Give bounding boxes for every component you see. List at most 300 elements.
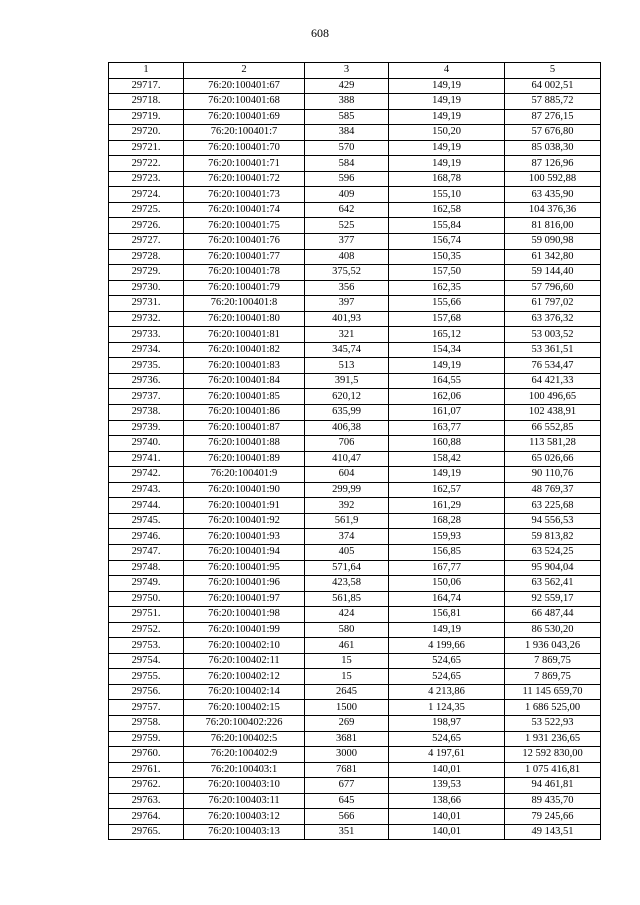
area-cell: 580: [305, 622, 389, 638]
rate-cell: 150,35: [389, 249, 505, 265]
area-cell: 461: [305, 638, 389, 654]
rate-cell: 160,88: [389, 436, 505, 452]
area-cell: 1500: [305, 700, 389, 716]
area-cell: 642: [305, 202, 389, 218]
rate-cell: 140,01: [389, 762, 505, 778]
table-row: [109, 296, 601, 312]
rate-cell: 138,66: [389, 793, 505, 809]
rate-cell: 149,19: [389, 78, 505, 94]
area-cell: 377: [305, 234, 389, 250]
table-row: [109, 731, 601, 747]
column-header-2: 2: [184, 63, 305, 79]
row-number-cell: 29726.: [109, 218, 184, 234]
row-number-cell: 29764.: [109, 809, 184, 825]
value-cell: 53 522,93: [505, 715, 601, 731]
cadastral-number-cell: 76:20:100401:69: [184, 109, 305, 125]
value-cell: 87 276,15: [505, 109, 601, 125]
table-row: [109, 327, 601, 343]
cadastral-number-cell: 76:20:100401:94: [184, 544, 305, 560]
table-row: [109, 824, 601, 840]
rate-cell: 162,57: [389, 482, 505, 498]
area-cell: 374: [305, 529, 389, 545]
table-row: [109, 249, 601, 265]
column-header-3: 3: [305, 63, 389, 79]
area-cell: 408: [305, 249, 389, 265]
row-number-cell: 29765.: [109, 824, 184, 840]
area-cell: 269: [305, 715, 389, 731]
value-cell: 86 530,20: [505, 622, 601, 638]
area-cell: 410,47: [305, 451, 389, 467]
rate-cell: 156,74: [389, 234, 505, 250]
area-cell: 571,64: [305, 560, 389, 576]
table-row: [109, 638, 601, 654]
row-number-cell: 29730.: [109, 280, 184, 296]
row-number-cell: 29761.: [109, 762, 184, 778]
area-cell: 566: [305, 809, 389, 825]
row-number-cell: 29727.: [109, 234, 184, 250]
table-row: [109, 78, 601, 94]
cadastral-number-cell: 76:20:100401:87: [184, 420, 305, 436]
rate-cell: 4 197,61: [389, 747, 505, 763]
row-number-cell: 29749.: [109, 576, 184, 592]
rate-cell: 168,78: [389, 171, 505, 187]
cadastral-number-cell: 76:20:100401:97: [184, 591, 305, 607]
rate-cell: 155,66: [389, 296, 505, 312]
rate-cell: 158,42: [389, 451, 505, 467]
value-cell: 66 552,85: [505, 420, 601, 436]
table-row: [109, 125, 601, 141]
table-row: [109, 529, 601, 545]
rate-cell: 149,19: [389, 109, 505, 125]
cadastral-number-cell: 76:20:100401:75: [184, 218, 305, 234]
rate-cell: 156,81: [389, 607, 505, 623]
row-number-cell: 29750.: [109, 591, 184, 607]
cadastral-number-cell: 76:20:100403:12: [184, 809, 305, 825]
value-cell: 59 090,98: [505, 234, 601, 250]
table-row: [109, 607, 601, 623]
row-number-cell: 29741.: [109, 451, 184, 467]
value-cell: 53 361,51: [505, 342, 601, 358]
row-number-cell: 29737.: [109, 389, 184, 405]
column-header-4: 4: [389, 63, 505, 79]
area-cell: 3681: [305, 731, 389, 747]
header-row: [109, 63, 601, 79]
cadastral-number-cell: 76:20:100401:88: [184, 436, 305, 452]
cadastral-number-cell: 76:20:100403:13: [184, 824, 305, 840]
rate-cell: 157,68: [389, 311, 505, 327]
area-cell: 596: [305, 171, 389, 187]
value-cell: 1 931 236,65: [505, 731, 601, 747]
cadastral-number-cell: 76:20:100403:1: [184, 762, 305, 778]
area-cell: 424: [305, 607, 389, 623]
table-row: [109, 482, 601, 498]
value-cell: 49 143,51: [505, 824, 601, 840]
area-cell: 392: [305, 498, 389, 514]
rate-cell: 157,50: [389, 265, 505, 281]
area-cell: 561,9: [305, 513, 389, 529]
row-number-cell: 29757.: [109, 700, 184, 716]
cadastral-number-cell: 76:20:100402:15: [184, 700, 305, 716]
area-cell: 585: [305, 109, 389, 125]
row-number-cell: 29740.: [109, 436, 184, 452]
row-number-cell: 29747.: [109, 544, 184, 560]
rate-cell: 149,19: [389, 94, 505, 110]
row-number-cell: 29723.: [109, 171, 184, 187]
table-header: [109, 63, 601, 79]
row-number-cell: 29734.: [109, 342, 184, 358]
cadastral-number-cell: 76:20:100401:81: [184, 327, 305, 343]
rate-cell: 149,19: [389, 467, 505, 483]
table-row: [109, 311, 601, 327]
rate-cell: 161,29: [389, 498, 505, 514]
cadastral-number-cell: 76:20:100402:11: [184, 653, 305, 669]
value-cell: 7 869,75: [505, 653, 601, 669]
value-cell: 63 376,32: [505, 311, 601, 327]
table-row: [109, 389, 601, 405]
rate-cell: 155,84: [389, 218, 505, 234]
value-cell: 76 534,47: [505, 358, 601, 374]
area-cell: 423,58: [305, 576, 389, 592]
row-number-cell: 29756.: [109, 684, 184, 700]
table-body: [109, 78, 601, 840]
cadastral-number-cell: 76:20:100402:10: [184, 638, 305, 654]
cadastral-number-cell: 76:20:100401:82: [184, 342, 305, 358]
cadastral-number-cell: 76:20:100401:99: [184, 622, 305, 638]
area-cell: 321: [305, 327, 389, 343]
value-cell: 64 002,51: [505, 78, 601, 94]
value-cell: 92 559,17: [505, 591, 601, 607]
cadastral-number-cell: 76:20:100402:9: [184, 747, 305, 763]
table-row: [109, 793, 601, 809]
area-cell: 15: [305, 669, 389, 685]
rate-cell: 149,19: [389, 622, 505, 638]
row-number-cell: 29739.: [109, 420, 184, 436]
row-number-cell: 29729.: [109, 265, 184, 281]
table-row: [109, 218, 601, 234]
rate-cell: 149,19: [389, 156, 505, 172]
table-row: [109, 715, 601, 731]
area-cell: 635,99: [305, 405, 389, 421]
value-cell: 66 487,44: [505, 607, 601, 623]
value-cell: 59 813,82: [505, 529, 601, 545]
area-cell: 513: [305, 358, 389, 374]
area-cell: 401,93: [305, 311, 389, 327]
table-row: [109, 420, 601, 436]
cadastral-number-cell: 76:20:100401:78: [184, 265, 305, 281]
row-number-cell: 29760.: [109, 747, 184, 763]
value-cell: 57 885,72: [505, 94, 601, 110]
rate-cell: 150,20: [389, 125, 505, 141]
row-number-cell: 29724.: [109, 187, 184, 203]
area-cell: 570: [305, 140, 389, 156]
row-number-cell: 29752.: [109, 622, 184, 638]
rate-cell: 156,85: [389, 544, 505, 560]
cadastral-number-cell: 76:20:100401:68: [184, 94, 305, 110]
cadastral-number-cell: 76:20:100401:67: [184, 78, 305, 94]
value-cell: 100 592,88: [505, 171, 601, 187]
value-cell: 102 438,91: [505, 405, 601, 421]
rate-cell: 159,93: [389, 529, 505, 545]
value-cell: 64 421,33: [505, 373, 601, 389]
row-number-cell: 29762.: [109, 778, 184, 794]
row-number-cell: 29748.: [109, 560, 184, 576]
value-cell: 1 936 043,26: [505, 638, 601, 654]
cadastral-number-cell: 76:20:100401:79: [184, 280, 305, 296]
row-number-cell: 29753.: [109, 638, 184, 654]
value-cell: 1 686 525,00: [505, 700, 601, 716]
value-cell: 53 003,52: [505, 327, 601, 343]
table-row: [109, 809, 601, 825]
value-cell: 11 145 659,70: [505, 684, 601, 700]
rate-cell: 167,77: [389, 560, 505, 576]
table-row: [109, 544, 601, 560]
area-cell: 356: [305, 280, 389, 296]
cadastral-number-cell: 76:20:100402:14: [184, 684, 305, 700]
value-cell: 7 869,75: [505, 669, 601, 685]
table-row: [109, 560, 601, 576]
table-row: [109, 622, 601, 638]
area-cell: 561,85: [305, 591, 389, 607]
table-row: [109, 778, 601, 794]
row-number-cell: 29738.: [109, 405, 184, 421]
area-cell: 345,74: [305, 342, 389, 358]
rate-cell: 163,77: [389, 420, 505, 436]
cadastral-number-cell: 76:20:100401:92: [184, 513, 305, 529]
value-cell: 61 797,02: [505, 296, 601, 312]
area-cell: 429: [305, 78, 389, 94]
table-row: [109, 591, 601, 607]
row-number-cell: 29736.: [109, 373, 184, 389]
rate-cell: 524,65: [389, 669, 505, 685]
row-number-cell: 29717.: [109, 78, 184, 94]
row-number-cell: 29733.: [109, 327, 184, 343]
column-header-1: 1: [109, 63, 184, 79]
row-number-cell: 29721.: [109, 140, 184, 156]
table-row: [109, 156, 601, 172]
value-cell: 63 225,68: [505, 498, 601, 514]
cadastral-number-cell: 76:20:100401:86: [184, 405, 305, 421]
area-cell: 406,38: [305, 420, 389, 436]
table-row: [109, 747, 601, 763]
area-cell: 351: [305, 824, 389, 840]
rate-cell: 140,01: [389, 809, 505, 825]
cadastral-number-cell: 76:20:100402:226: [184, 715, 305, 731]
row-number-cell: 29722.: [109, 156, 184, 172]
table-row: [109, 700, 601, 716]
cadastral-number-cell: 76:20:100401:84: [184, 373, 305, 389]
table-row: [109, 467, 601, 483]
rate-cell: 139,53: [389, 778, 505, 794]
rate-cell: 524,65: [389, 731, 505, 747]
cadastral-number-cell: 76:20:100401:95: [184, 560, 305, 576]
value-cell: 104 376,36: [505, 202, 601, 218]
row-number-cell: 29754.: [109, 653, 184, 669]
value-cell: 48 769,37: [505, 482, 601, 498]
row-number-cell: 29759.: [109, 731, 184, 747]
value-cell: 81 816,00: [505, 218, 601, 234]
value-cell: 61 342,80: [505, 249, 601, 265]
rate-cell: 164,55: [389, 373, 505, 389]
row-number-cell: 29751.: [109, 607, 184, 623]
rate-cell: 149,19: [389, 358, 505, 374]
rate-cell: 155,10: [389, 187, 505, 203]
row-number-cell: 29758.: [109, 715, 184, 731]
table-row: [109, 109, 601, 125]
rate-cell: 154,34: [389, 342, 505, 358]
value-cell: 63 435,90: [505, 187, 601, 203]
area-cell: 645: [305, 793, 389, 809]
table-row: [109, 576, 601, 592]
area-cell: 375,52: [305, 265, 389, 281]
rate-cell: 1 124,35: [389, 700, 505, 716]
value-cell: 100 496,65: [505, 389, 601, 405]
area-cell: 525: [305, 218, 389, 234]
cadastral-number-cell: 76:20:100402:12: [184, 669, 305, 685]
table-row: [109, 451, 601, 467]
cadastral-number-cell: 76:20:100402:5: [184, 731, 305, 747]
row-number-cell: 29742.: [109, 467, 184, 483]
row-number-cell: 29746.: [109, 529, 184, 545]
page-number: 608: [311, 26, 329, 40]
area-cell: 706: [305, 436, 389, 452]
row-number-cell: 29720.: [109, 125, 184, 141]
cadastral-number-cell: 76:20:100401:77: [184, 249, 305, 265]
cadastral-number-cell: 76:20:100401:76: [184, 234, 305, 250]
cadastral-number-cell: 76:20:100401:71: [184, 156, 305, 172]
area-cell: 3000: [305, 747, 389, 763]
area-cell: 604: [305, 467, 389, 483]
value-cell: 79 245,66: [505, 809, 601, 825]
rate-cell: 140,01: [389, 824, 505, 840]
row-number-cell: 29744.: [109, 498, 184, 514]
cadastral-number-cell: 76:20:100401:89: [184, 451, 305, 467]
table-row: [109, 187, 601, 203]
area-cell: 405: [305, 544, 389, 560]
table-row: [109, 234, 601, 250]
row-number-cell: 29755.: [109, 669, 184, 685]
area-cell: 677: [305, 778, 389, 794]
value-cell: 63 562,41: [505, 576, 601, 592]
cadastral-number-cell: 76:20:100401:83: [184, 358, 305, 374]
value-cell: 90 110,76: [505, 467, 601, 483]
table-row: [109, 265, 601, 281]
area-cell: 299,99: [305, 482, 389, 498]
value-cell: 113 581,28: [505, 436, 601, 452]
cadastral-number-cell: 76:20:100401:74: [184, 202, 305, 218]
table-row: [109, 684, 601, 700]
table-row: [109, 358, 601, 374]
table-row: [109, 140, 601, 156]
value-cell: 87 126,96: [505, 156, 601, 172]
value-cell: 1 075 416,81: [505, 762, 601, 778]
rate-cell: 161,07: [389, 405, 505, 421]
row-number-cell: 29718.: [109, 94, 184, 110]
cadastral-number-cell: 76:20:100401:90: [184, 482, 305, 498]
rate-cell: 164,74: [389, 591, 505, 607]
value-cell: 95 904,04: [505, 560, 601, 576]
area-cell: 7681: [305, 762, 389, 778]
row-number-cell: 29725.: [109, 202, 184, 218]
row-number-cell: 29743.: [109, 482, 184, 498]
cadastral-number-cell: 76:20:100401:73: [184, 187, 305, 203]
cadastral-number-cell: 76:20:100401:72: [184, 171, 305, 187]
rate-cell: 162,06: [389, 389, 505, 405]
row-number-cell: 29731.: [109, 296, 184, 312]
area-cell: 384: [305, 125, 389, 141]
data-table: [108, 62, 601, 840]
cadastral-number-cell: 76:20:100401:7: [184, 125, 305, 141]
value-cell: 59 144,40: [505, 265, 601, 281]
area-cell: 15: [305, 653, 389, 669]
value-cell: 94 461,81: [505, 778, 601, 794]
table-row: [109, 342, 601, 358]
cadastral-number-cell: 76:20:100403:11: [184, 793, 305, 809]
row-number-cell: 29732.: [109, 311, 184, 327]
rate-cell: 4 213,86: [389, 684, 505, 700]
rate-cell: 4 199,66: [389, 638, 505, 654]
cadastral-number-cell: 76:20:100403:10: [184, 778, 305, 794]
value-cell: 63 524,25: [505, 544, 601, 560]
table-row: [109, 405, 601, 421]
table-row: [109, 762, 601, 778]
rate-cell: 162,58: [389, 202, 505, 218]
area-cell: 397: [305, 296, 389, 312]
row-number-cell: 29763.: [109, 793, 184, 809]
rate-cell: 524,65: [389, 653, 505, 669]
table-row: [109, 436, 601, 452]
cadastral-number-cell: 76:20:100401:85: [184, 389, 305, 405]
cadastral-number-cell: 76:20:100401:91: [184, 498, 305, 514]
table-row: [109, 513, 601, 529]
table-row: [109, 202, 601, 218]
rate-cell: 149,19: [389, 140, 505, 156]
value-cell: 85 038,30: [505, 140, 601, 156]
rate-cell: 165,12: [389, 327, 505, 343]
table-row: [109, 669, 601, 685]
row-number-cell: 29728.: [109, 249, 184, 265]
cadastral-number-cell: 76:20:100401:93: [184, 529, 305, 545]
area-cell: 391,5: [305, 373, 389, 389]
cadastral-number-cell: 76:20:100401:70: [184, 140, 305, 156]
column-header-5: 5: [505, 63, 601, 79]
value-cell: 65 026,66: [505, 451, 601, 467]
value-cell: 89 435,70: [505, 793, 601, 809]
value-cell: 94 556,53: [505, 513, 601, 529]
cadastral-number-cell: 76:20:100401:8: [184, 296, 305, 312]
rate-cell: 198,97: [389, 715, 505, 731]
table-row: [109, 94, 601, 110]
area-cell: 388: [305, 94, 389, 110]
area-cell: 584: [305, 156, 389, 172]
row-number-cell: 29719.: [109, 109, 184, 125]
cadastral-number-cell: 76:20:100401:96: [184, 576, 305, 592]
rate-cell: 168,28: [389, 513, 505, 529]
value-cell: 12 592 830,00: [505, 747, 601, 763]
row-number-cell: 29735.: [109, 358, 184, 374]
table-row: [109, 280, 601, 296]
area-cell: 409: [305, 187, 389, 203]
value-cell: 57 796,60: [505, 280, 601, 296]
rate-cell: 150,06: [389, 576, 505, 592]
row-number-cell: 29745.: [109, 513, 184, 529]
cadastral-number-cell: 76:20:100401:9: [184, 467, 305, 483]
cadastral-number-cell: 76:20:100401:98: [184, 607, 305, 623]
area-cell: 2645: [305, 684, 389, 700]
area-cell: 620,12: [305, 389, 389, 405]
table-row: [109, 653, 601, 669]
table-row: [109, 498, 601, 514]
rate-cell: 162,35: [389, 280, 505, 296]
